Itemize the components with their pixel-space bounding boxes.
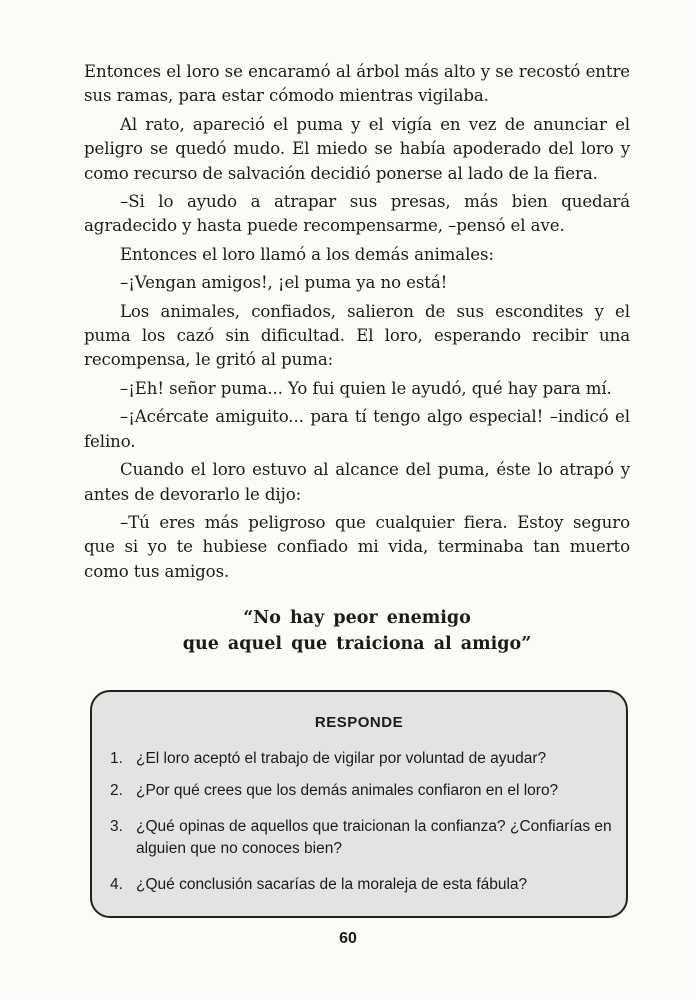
moral-line-2: que aquel que traiciona al amigo” [182,634,532,654]
question-number: 1. [110,750,123,767]
story-paragraph: Al rato, apareció el puma y el vigía en vez de anunciar el peligro se quedó mudo. El miedo se había apoderado del loro y como recurso de salvación decidió ponerse al lado de la fiera. [84,114,630,183]
question-number: 3. [110,818,123,835]
story-paragraph: Entonces el loro llamó a los demás animales: [120,244,494,264]
story-paragraph: –Si lo ayudo a atrapar sus presas, más bien quedará agradecido y hasta puede recompensarme, –pensó el ave. [84,192,630,236]
question-number: 2. [110,782,123,799]
question-text: ¿Qué opinas de aquellos que traicionan la confianza? ¿Confiarías en alguien que no conoces bien? [136,818,612,857]
responde-box [90,690,628,918]
story-text [84,60,630,588]
question-item [110,780,620,802]
story-paragraph: Cuando el loro estuvo al alcance del puma, éste lo atrapó y antes de devorarlo le dijo: [84,460,630,504]
question-text: ¿El loro aceptó el trabajo de vigilar por voluntad de ayudar? [136,750,547,767]
story-paragraph: Entonces el loro se encaramó al árbol más alto y se recostó entre sus ramas, para estar cómodo mientras vigilaba. [84,62,630,106]
moral-line-1: “No hay peor enemigo [243,608,471,628]
story-paragraph: –¡Eh! señor puma... Yo fui quien le ayudó, qué hay para mí. [120,378,612,398]
story-paragraph: –¡Vengan amigos!, ¡el puma ya no está! [120,273,448,293]
story-paragraph: –¡Acércate amiguito... para tí tengo algo especial! –indicó el felino. [84,407,630,451]
question-item [110,874,620,896]
question-text: ¿Por qué crees que los demás animales confiaron en el loro? [136,782,559,799]
story-paragraph: Los animales, confiados, salieron de sus escondites y el puma los cazó sin dificultad. El loro, esperando recibir una recompensa, le gritó al puma: [84,301,630,370]
question-text: ¿Qué conclusión sacarías de la moraleja de esta fábula? [136,876,528,893]
story-paragraph: –Tú eres más peligroso que cualquier fiera. Estoy seguro que si yo te hubiese confiado mi vida, terminaba tan muerto como tus amigos. [84,512,630,581]
moral-quote [84,605,630,657]
page-number: 60 [339,930,357,947]
responde-title: RESPONDE [314,714,404,731]
question-number: 4. [110,876,123,893]
question-item [110,816,620,860]
question-item [110,748,620,770]
